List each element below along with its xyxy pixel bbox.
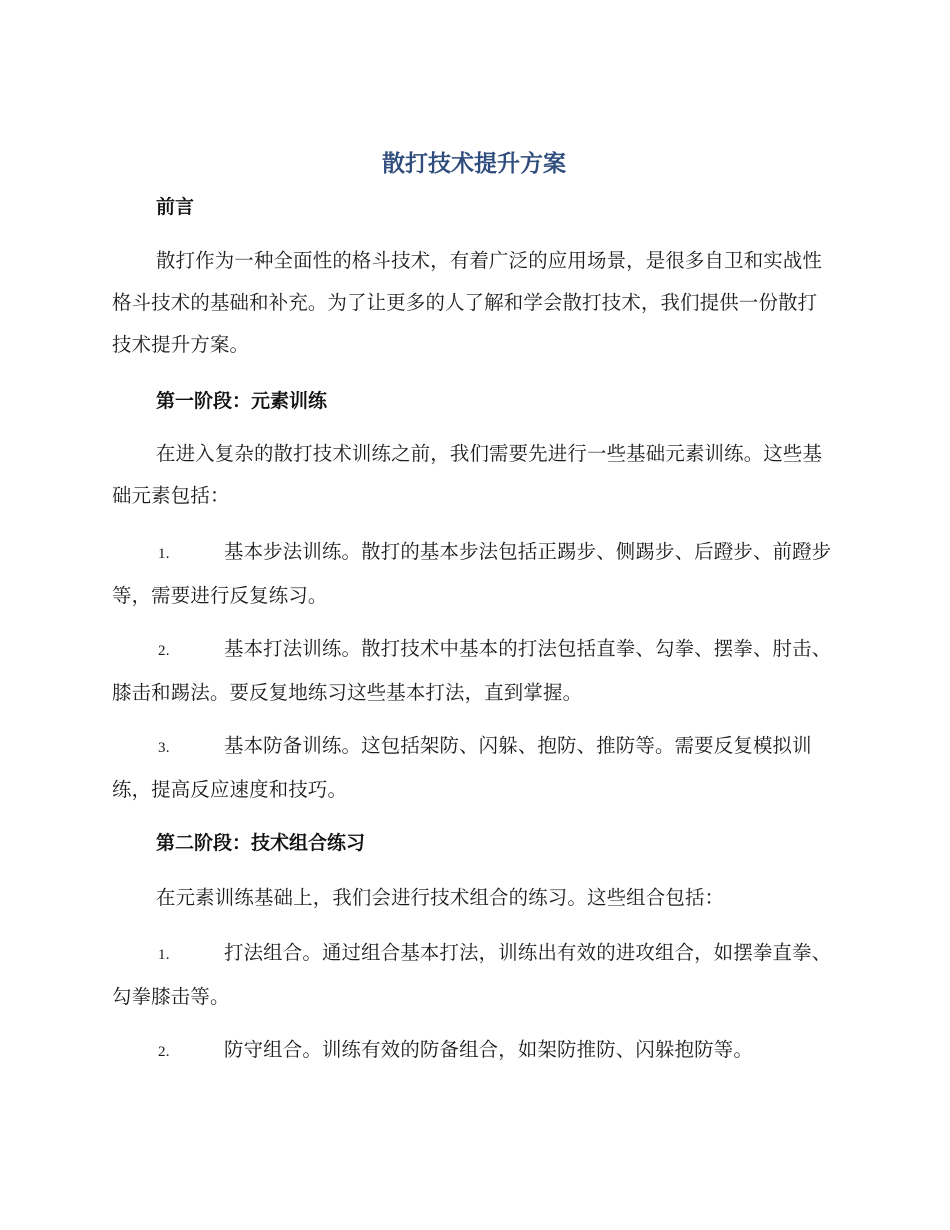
list-item-text: 打法组合。通过组合基本打法，训练出有效的进攻组合，如摆拳直拳、勾拳膝击等。 xyxy=(112,941,832,1008)
list-item xyxy=(112,725,836,811)
document-title: 散打技术提升方案 xyxy=(382,151,566,177)
list-item-number: 2. xyxy=(158,1044,170,1060)
list-item xyxy=(112,932,836,1018)
list-item-number: 3. xyxy=(158,740,170,756)
section-heading-stage-2: 第二阶段：技术组合练习 xyxy=(156,832,366,854)
stage-1-paragraph: 在进入复杂的散打技术训练之前，我们需要先进行一些基础元素训练。这些基础元素包括： xyxy=(112,442,823,507)
stage-2-paragraph: 在元素训练基础上，我们会进行技术组合的练习。这些组合包括： xyxy=(156,886,725,909)
list-item xyxy=(112,531,836,617)
list-item-number: 1. xyxy=(158,546,170,562)
list-item xyxy=(112,1029,836,1073)
list-item-number: 2. xyxy=(158,643,170,659)
preface-paragraph: 散打作为一种全面性的格斗技术，有着广泛的应用场景，是很多自卫和实战性格斗技术的基础和补充。为了让更多的人了解和学会散打技术，我们提供一份散打技术提升方案。 xyxy=(112,249,823,356)
list-item-text: 基本防备训练。这包括架防、闪躲、抱防、推防等。需要反复模拟训练，提高反应速度和技巧。 xyxy=(112,734,812,801)
list-item-text: 基本打法训练。散打技术中基本的打法包括直拳、勾拳、摆拳、肘击、膝击和踢法。要反复地练习这些基本打法，直到掌握。 xyxy=(112,637,832,704)
list-item-number: 1. xyxy=(158,947,170,963)
list-item xyxy=(112,628,836,714)
section-heading-stage-1: 第一阶段：元素训练 xyxy=(156,390,328,412)
section-heading-preface: 前言 xyxy=(156,196,195,218)
list-item-text: 基本步法训练。散打的基本步法包括正踢步、侧踢步、后蹬步、前蹬步等，需要进行反复练习。 xyxy=(112,540,832,607)
list-item-text: 防守组合。训练有效的防备组合，如架防推防、闪躲抱防等。 xyxy=(224,1038,753,1061)
